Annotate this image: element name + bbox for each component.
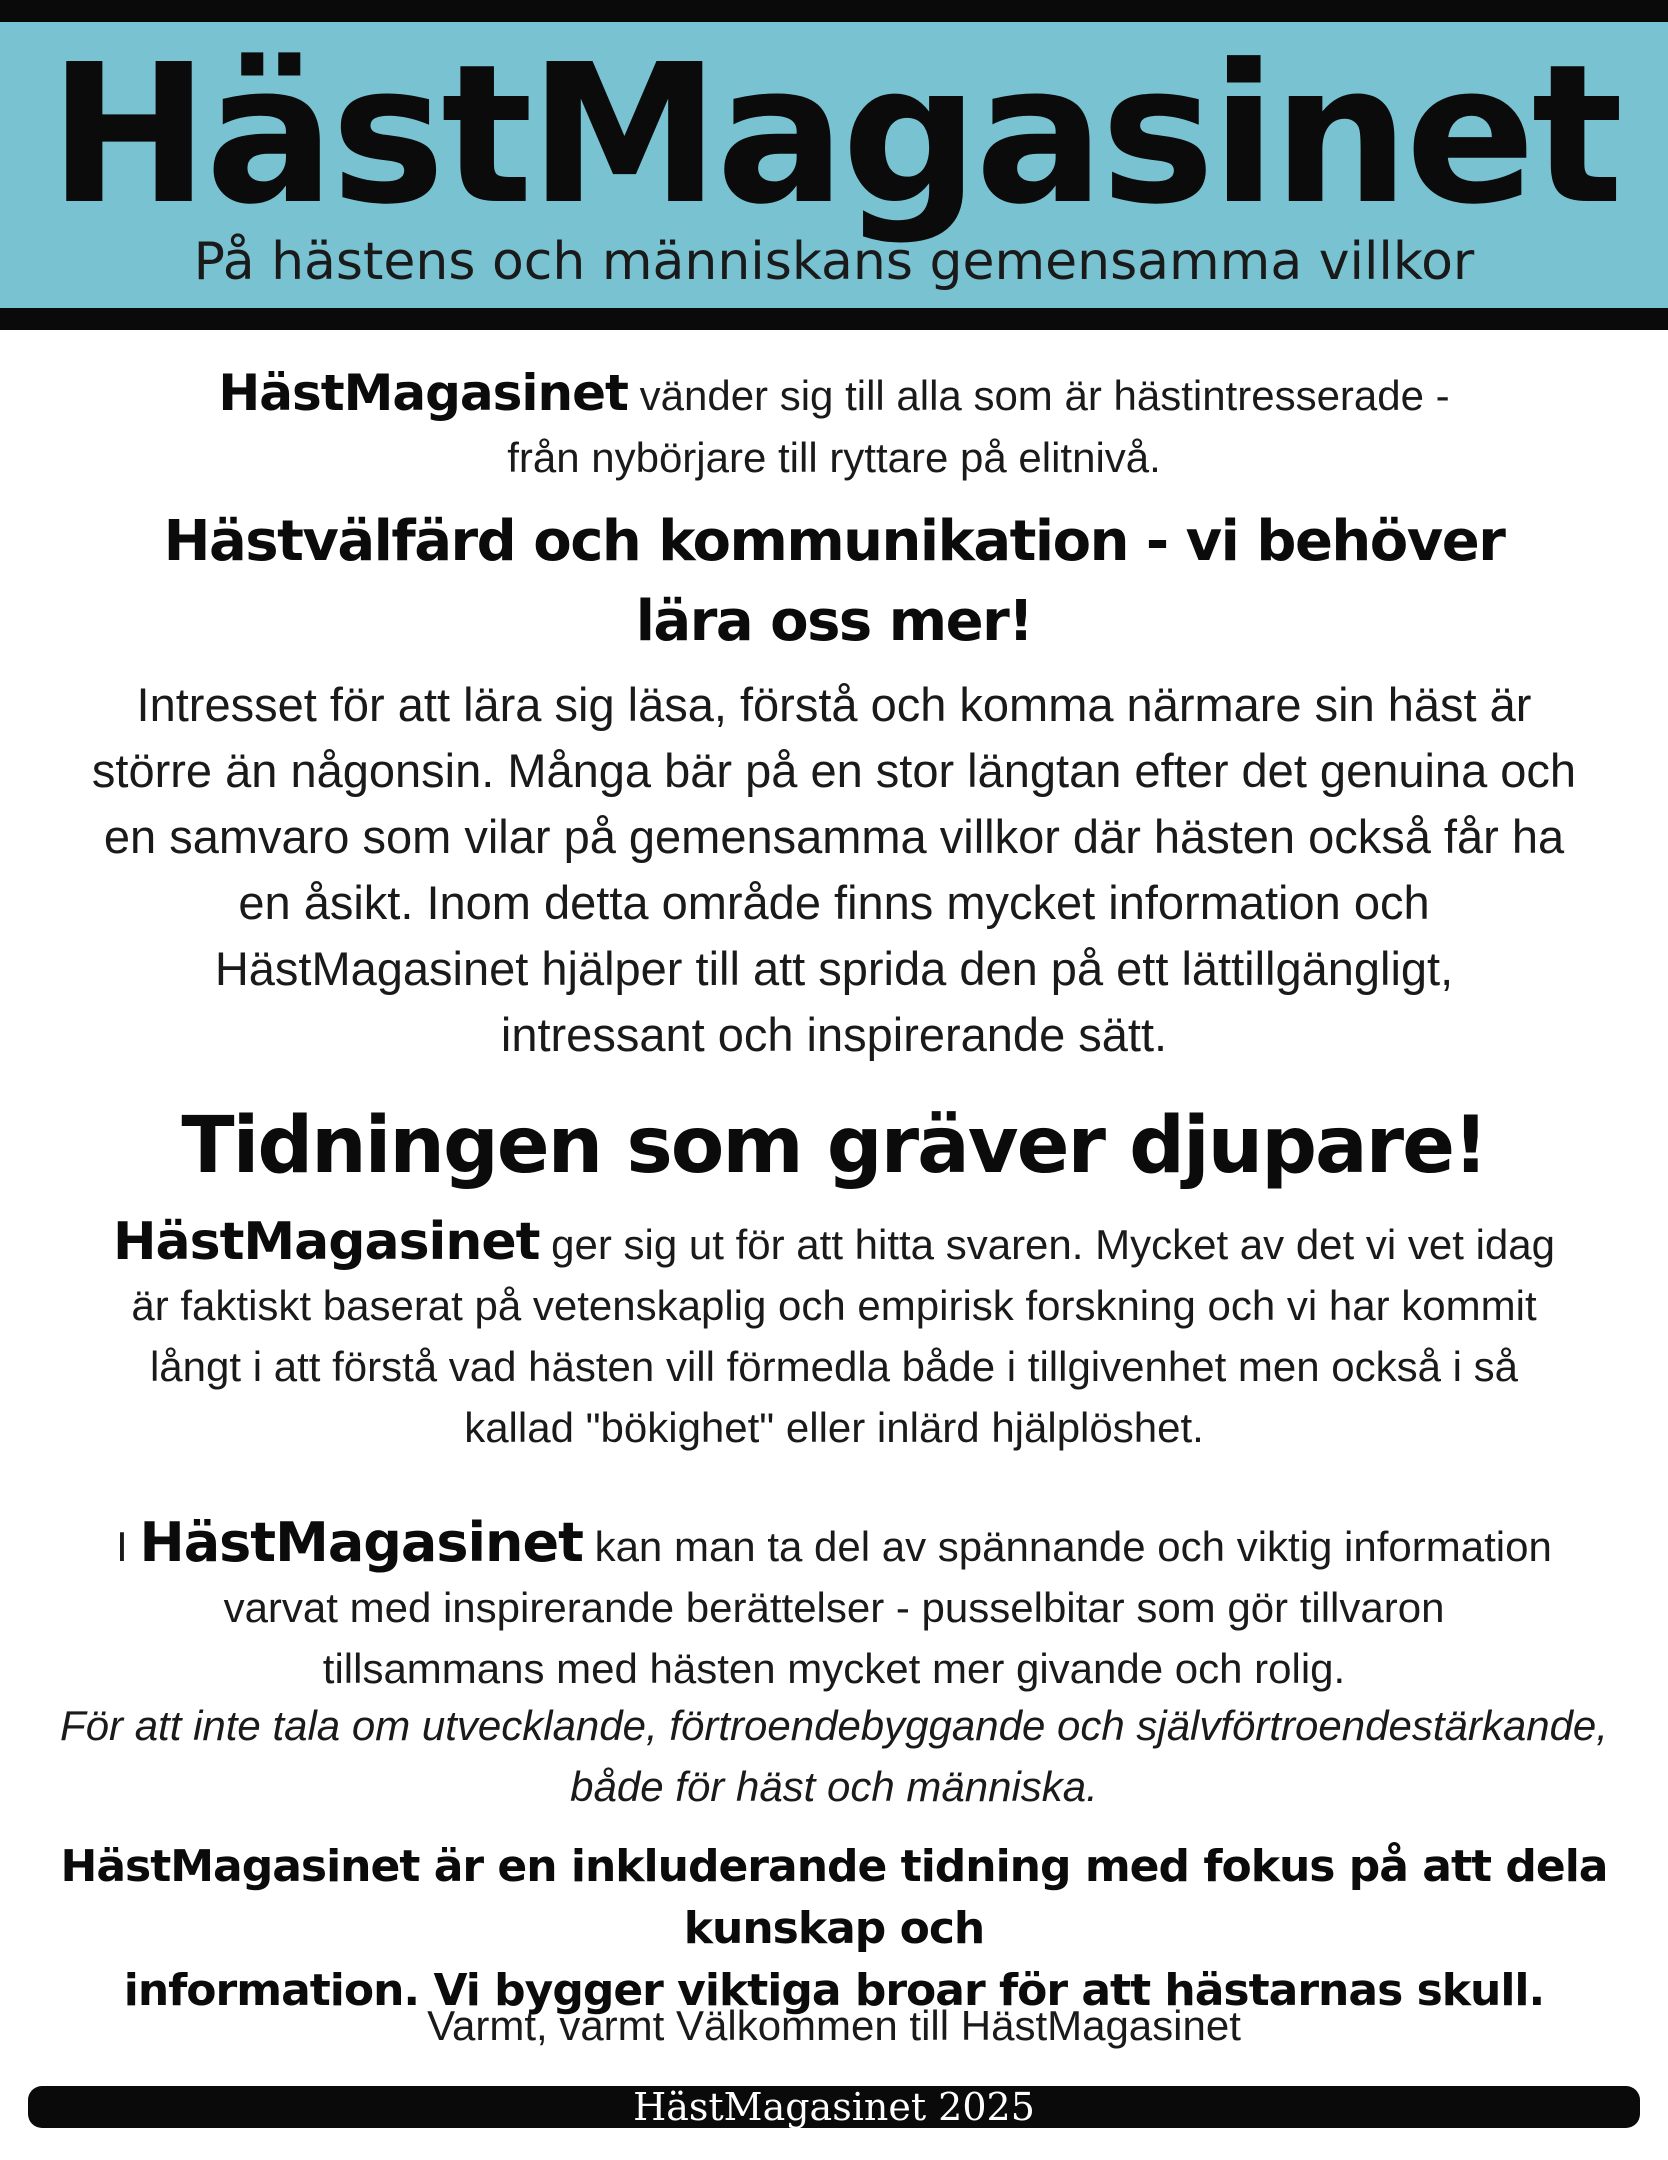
footer-text: HästMagasinet 2025 (633, 2085, 1035, 2129)
deeper-heading: Tidningen som gräver djupare! (181, 1101, 1487, 1191)
masthead-bottom-rule (0, 308, 1668, 330)
masthead-top-rule (0, 0, 1668, 22)
welfare-line: större än någonsin. Många bär på en stor längtan efter det genuina och (91, 744, 1577, 797)
welfare-line: Intresset för att lära sig läsa, förstå och komma närmare sin häst är (136, 678, 1532, 731)
welfare-line: en samvaro som vilar på gemensamma villkor där hästen också får ha (103, 810, 1565, 863)
intro-paragraph (0, 362, 1668, 489)
italic-line: både för häst och människa. (570, 1763, 1098, 1810)
deeper-line-1 (0, 1212, 1668, 1275)
info-line-1 (0, 1512, 1668, 1577)
info-brand: HästMagasinet (139, 1511, 583, 1574)
italic-paragraph (0, 1695, 1668, 1817)
masthead-title: HästMagasinet (48, 24, 1620, 247)
welfare-line: en åsikt. Inom detta område finns mycket information och (238, 876, 1430, 929)
inclusive-line: HästMagasinet är en inkluderande tidning med fokus på att dela kunskap och (60, 1841, 1608, 1954)
deeper-line: är faktiskt baserat på vetenskaplig och empirisk forskning och vi har kommit (131, 1282, 1537, 1329)
welfare-heading-line-2: lära oss mer! (635, 589, 1033, 654)
welfare-heading (0, 502, 1668, 662)
footer-bar (28, 2086, 1640, 2128)
info-line: varvat med inspirerande berättelser - pusselbitar som gör tillvaron (223, 1584, 1445, 1631)
welfare-line: intressant och inspirerande sätt. (500, 1008, 1168, 1061)
intro-line-1-text: vänder sig till alla som är hästintresserade - (627, 372, 1450, 419)
intro-line-1 (0, 362, 1668, 427)
deeper-brand: HästMagasinet (113, 1212, 540, 1272)
inclusive-line: information. Vi bygger viktiga broar för att hästarnas skull. (123, 1965, 1545, 2016)
welfare-paragraph (0, 672, 1668, 1068)
welcome-line: Varmt, varmt Välkommen till HästMagasinet (427, 2002, 1241, 2049)
welfare-heading-line-1: Hästvälfärd och kommunikation - vi behöver (163, 509, 1505, 574)
deeper-line: långt i att förstå vad hästen vill förmedla både i tillgivenhet men också i så (149, 1343, 1519, 1390)
intro-brand: HästMagasinet (218, 364, 628, 422)
deeper-line: kallad "bökighet" eller inlärd hjälplöshet. (464, 1404, 1204, 1451)
info-line-1-text: kan man ta del av spännande och viktig information (582, 1523, 1552, 1570)
info-prefix: I (116, 1523, 140, 1570)
inclusive-paragraph (0, 1836, 1668, 2022)
intro-line-2: från nybörjare till ryttare på elitnivå. (507, 434, 1161, 481)
masthead-tagline: På hästens och människans gemensamma villkor (193, 232, 1475, 292)
deeper-line-1-text: ger sig ut för att hitta svaren. Mycket av det vi vet idag (539, 1221, 1555, 1268)
masthead (0, 22, 1668, 308)
info-paragraph (0, 1512, 1668, 1699)
italic-line: För att inte tala om utvecklande, förtroendebyggande och självförtroendestärkande, (60, 1702, 1608, 1749)
info-line: tillsammans med hästen mycket mer givande och rolig. (322, 1645, 1346, 1692)
welfare-line: HästMagasinet hjälper till att sprida den på ett lättillgängligt, (214, 942, 1454, 995)
deeper-paragraph (0, 1212, 1668, 1458)
